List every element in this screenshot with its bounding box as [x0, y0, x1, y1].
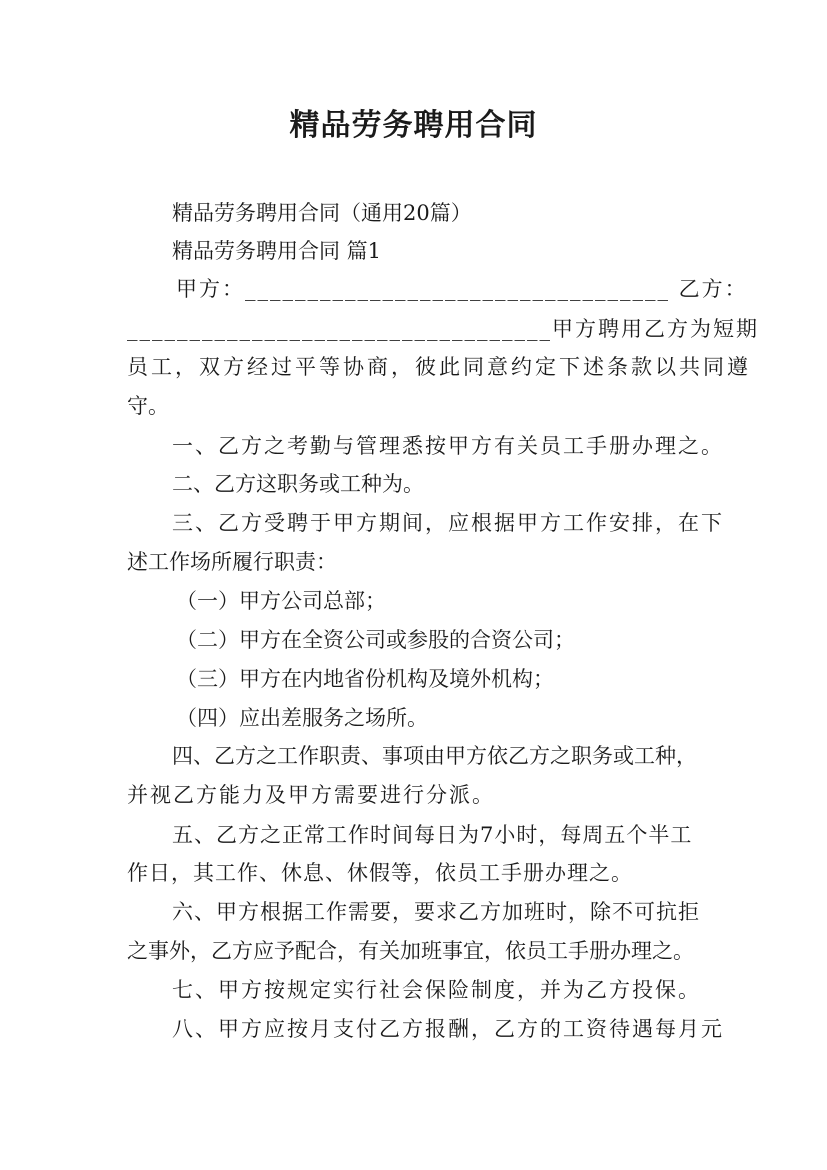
text-line: 守。	[127, 394, 169, 418]
text-line: 五、乙方之正常工作时间每日为7小时，每周五个半工	[172, 823, 693, 847]
text-line: 精品劳务聘用合同（通用20篇）	[172, 201, 472, 225]
text-line: 二、乙方这职务或工种为。	[172, 472, 424, 496]
text-line: __________________________________甲方聘用乙方为短期	[127, 317, 759, 341]
text-line: 三、乙方受聘于甲方期间，应根据甲方工作安排，在下	[172, 511, 724, 535]
text-line: （三）甲方在内地省份机构及境外机构；	[176, 667, 554, 691]
text-line: 之事外，乙方应予配合，有关加班事宜，依员工手册办理之。	[127, 939, 694, 963]
text-line: （四）应出差服务之场所。	[176, 706, 428, 730]
text-line: 四、乙方之工作职责、事项由甲方依乙方之职务或工种，	[172, 744, 697, 768]
text-line: 述工作场所履行职责：	[127, 550, 337, 574]
text-line: 甲方：__________________________________ 乙方：	[176, 277, 748, 301]
text-line: 员工，双方经过平等协商，彼此同意约定下述条款以共同遵	[127, 355, 751, 379]
text-line: 八、甲方应按月支付乙方报酬，乙方的工资待遇每月元	[172, 1017, 724, 1041]
text-line: 作日，其工作、休息、休假等，依员工手册办理之。	[127, 861, 633, 885]
text-line: 七、甲方按规定实行社会保险制度，并为乙方投保。	[172, 978, 701, 1002]
text-line: 精品劳务聘用合同 篇1	[172, 239, 382, 263]
text-line: 六、甲方根据工作需要，要求乙方加班时，除不可抗拒	[172, 900, 700, 924]
document-title: 精品劳务聘用合同	[289, 108, 538, 143]
text-line: 并视乙方能力及甲方需要进行分派。	[127, 783, 495, 807]
text-line: 一、乙方之考勤与管理悉按甲方有关员工手册办理之。	[172, 434, 724, 458]
text-line: （一）甲方公司总部；	[176, 589, 386, 613]
text-line: （二）甲方在全资公司或参股的合资公司；	[176, 628, 575, 652]
